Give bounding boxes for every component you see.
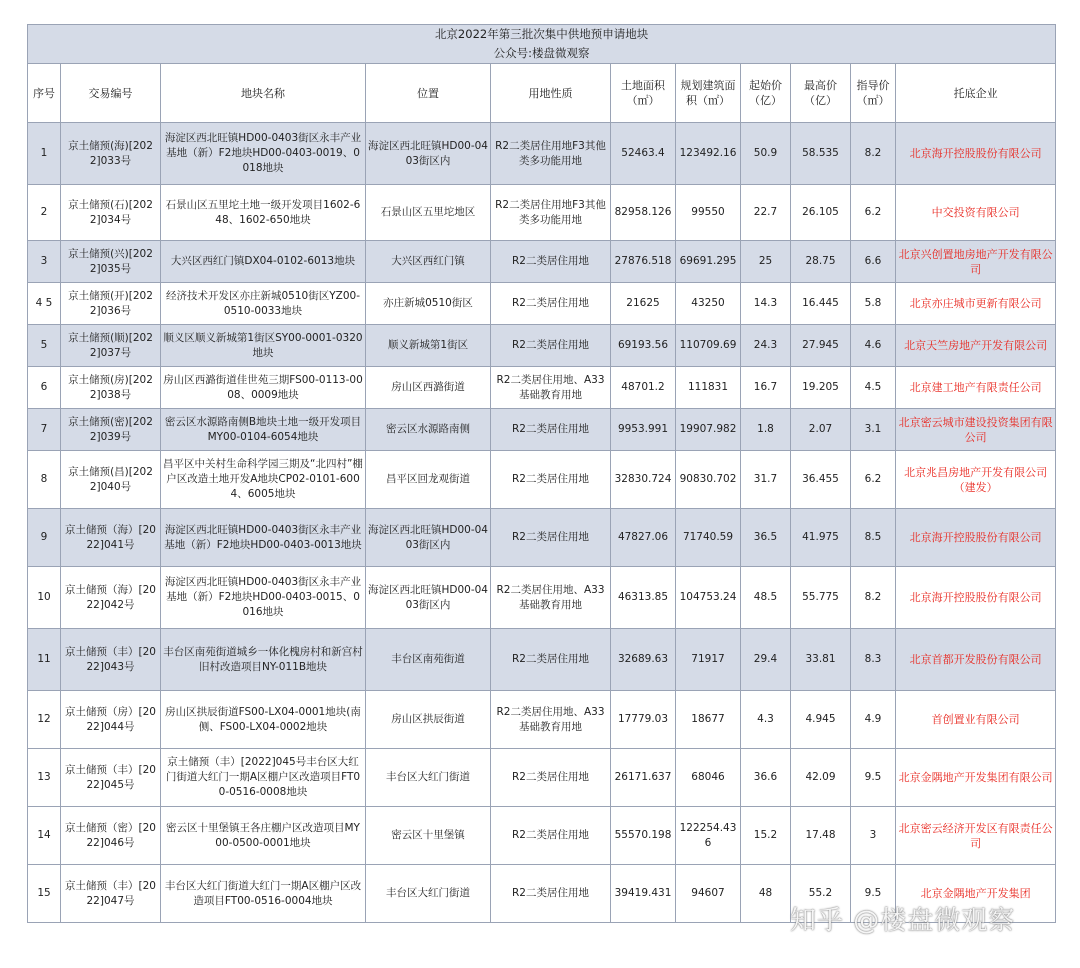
cell-code: 京土储预（海）[2022]041号 [61,509,161,567]
cell-company: 北京密云经济开发区有限责任公司 [896,807,1056,865]
cell-max: 16.445 [791,283,851,325]
cell-guide: 8.2 [851,123,896,185]
table-row [28,185,1056,241]
cell-code: 京土储预（丰）[2022]045号 [61,749,161,807]
cell-code: 京土储预(房)[2022]038号 [61,367,161,409]
cell-start: 16.7 [741,367,791,409]
cell-no: 7 [28,409,61,451]
cell-no: 15 [28,865,61,923]
cell-loc: 丰台区大红门街道 [366,865,491,923]
cell-max: 28.75 [791,241,851,283]
table-row [28,451,1056,509]
cell-start: 36.6 [741,749,791,807]
cell-use: R2二类居住用地 [491,749,611,807]
cell-start: 31.7 [741,451,791,509]
cell-loc: 海淀区西北旺镇HD00-0403街区内 [366,123,491,185]
header-build-area: 规划建筑面积（㎡） [676,64,741,123]
header-guide-price: 指导价（㎡） [851,64,896,123]
cell-build: 110709.69 [676,325,741,367]
cell-name: 石景山区五里坨土地一级开发项目1602-648、1602-650地块 [161,185,366,241]
cell-max: 55.2 [791,865,851,923]
cell-area: 17779.03 [611,691,676,749]
cell-start: 22.7 [741,185,791,241]
cell-build: 69691.295 [676,241,741,283]
cell-area: 32689.63 [611,629,676,691]
cell-company: 北京海开控股股份有限公司 [896,509,1056,567]
cell-no: 13 [28,749,61,807]
table-row [28,749,1056,807]
cell-guide: 6.2 [851,451,896,509]
cell-build: 90830.702 [676,451,741,509]
table-row [28,629,1056,691]
cell-max: 55.775 [791,567,851,629]
table-title: 北京2022年第三批次集中供地预申请地块 [28,25,1056,45]
cell-use: R2二类居住用地 [491,807,611,865]
cell-area: 26171.637 [611,749,676,807]
table-row [28,509,1056,567]
cell-loc: 亦庄新城0510街区 [366,283,491,325]
cell-build: 18677 [676,691,741,749]
cell-company: 北京金隅地产开发集团有限公司 [896,749,1056,807]
cell-no: 3 [28,241,61,283]
cell-name: 海淀区西北旺镇HD00-0403街区永丰产业基地（新）F2地块HD00-0403-0013地块 [161,509,366,567]
cell-company: 北京海开控股股份有限公司 [896,123,1056,185]
table-row [28,409,1056,451]
cell-loc: 昌平区回龙观街道 [366,451,491,509]
cell-max: 17.48 [791,807,851,865]
cell-no: 6 [28,367,61,409]
header-no: 序号 [28,64,61,123]
table-row [28,283,1056,325]
cell-use: R2二类居住用地 [491,451,611,509]
cell-code: 京土储预（房）[2022]044号 [61,691,161,749]
cell-loc: 密云区十里堡镇 [366,807,491,865]
cell-loc: 丰台区南苑街道 [366,629,491,691]
cell-loc: 房山区拱辰街道 [366,691,491,749]
table-body [28,123,1056,923]
cell-company: 北京密云城市建设投资集团有限公司 [896,409,1056,451]
cell-use: R2二类居住用地 [491,325,611,367]
cell-start: 25 [741,241,791,283]
cell-start: 15.2 [741,807,791,865]
cell-max: 4.945 [791,691,851,749]
cell-guide: 4.6 [851,325,896,367]
cell-area: 9953.991 [611,409,676,451]
cell-guide: 9.5 [851,865,896,923]
cell-loc: 石景山区五里坨地区 [366,185,491,241]
cell-name: 丰台区南苑街道城乡一体化槐房村和新宫村旧村改造项目NY-011B地块 [161,629,366,691]
header-company: 托底企业 [896,64,1056,123]
header-land-use: 用地性质 [491,64,611,123]
cell-name: 大兴区西红门镇DX04-0102-6013地块 [161,241,366,283]
cell-company: 北京亦庄城市更新有限公司 [896,283,1056,325]
cell-build: 123492.16 [676,123,741,185]
cell-area: 82958.126 [611,185,676,241]
cell-code: 京土储预(石)[2022]034号 [61,185,161,241]
cell-company: 首创置业有限公司 [896,691,1056,749]
cell-name: 密云区十里堡镇王各庄棚户区改造项目MY00-0500-0001地块 [161,807,366,865]
cell-name: 房山区拱辰街道FS00-LX04-0001地块(南侧、FS00-LX04-0002地块 [161,691,366,749]
cell-area: 55570.198 [611,807,676,865]
cell-start: 24.3 [741,325,791,367]
cell-no: 14 [28,807,61,865]
cell-area: 32830.724 [611,451,676,509]
cell-start: 29.4 [741,629,791,691]
cell-loc: 顺义新城第1街区 [366,325,491,367]
cell-start: 1.8 [741,409,791,451]
cell-code: 京土储预(昌)[2022]040号 [61,451,161,509]
cell-guide: 6.2 [851,185,896,241]
cell-build: 122254.436 [676,807,741,865]
cell-name: 昌平区中关村生命科学园三期及“北四村”棚户区改造土地开发A地块CP02-0101-6004、6005地块 [161,451,366,509]
cell-build: 43250 [676,283,741,325]
cell-no: 11 [28,629,61,691]
cell-code: 京土储预(海)[2022]033号 [61,123,161,185]
cell-guide: 3 [851,807,896,865]
cell-no: 9 [28,509,61,567]
cell-area: 39419.431 [611,865,676,923]
cell-start: 48 [741,865,791,923]
cell-use: R2二类居住用地 [491,409,611,451]
cell-no: 8 [28,451,61,509]
table-row [28,567,1056,629]
header-start-price: 起始价（亿） [741,64,791,123]
cell-guide: 6.6 [851,241,896,283]
cell-max: 26.105 [791,185,851,241]
cell-guide: 3.1 [851,409,896,451]
cell-build: 99550 [676,185,741,241]
cell-use: R2二类居住用地 [491,509,611,567]
cell-start: 50.9 [741,123,791,185]
cell-loc: 丰台区大红门街道 [366,749,491,807]
cell-no: 4 5 [28,283,61,325]
cell-no: 2 [28,185,61,241]
cell-area: 47827.06 [611,509,676,567]
cell-name: 丰台区大红门街道大红门一期A区棚户区改造项目FT00-0516-0004地块 [161,865,366,923]
cell-guide: 8.2 [851,567,896,629]
cell-code: 京土储预(密)[2022]039号 [61,409,161,451]
cell-max: 42.09 [791,749,851,807]
cell-no: 10 [28,567,61,629]
cell-name: 顺义区顺义新城第1街区SY00-0001-0320地块 [161,325,366,367]
cell-name: 海淀区西北旺镇HD00-0403街区永丰产业基地（新）F2地块HD00-0403-0019、0018地块 [161,123,366,185]
cell-area: 69193.56 [611,325,676,367]
table-row [28,241,1056,283]
cell-max: 27.945 [791,325,851,367]
cell-build: 19907.982 [676,409,741,451]
cell-start: 48.5 [741,567,791,629]
cell-code: 京土储预(兴)[2022]035号 [61,241,161,283]
header-row [28,64,1056,123]
cell-company: 北京首都开发股份有限公司 [896,629,1056,691]
cell-use: R2二类居住用地 [491,283,611,325]
cell-use: R2二类居住用地、A33基础教育用地 [491,367,611,409]
cell-start: 14.3 [741,283,791,325]
cell-loc: 海淀区西北旺镇HD00-0403街区内 [366,509,491,567]
cell-build: 94607 [676,865,741,923]
cell-area: 52463.4 [611,123,676,185]
cell-code: 京土储预（密）[2022]046号 [61,807,161,865]
table-row [28,691,1056,749]
table-row [28,123,1056,185]
land-parcel-table [27,24,1056,923]
table-subtitle: 公众号:楼盘微观察 [28,44,1056,64]
cell-max: 58.535 [791,123,851,185]
cell-use: R2二类居住用地 [491,629,611,691]
cell-max: 19.205 [791,367,851,409]
cell-guide: 4.5 [851,367,896,409]
cell-code: 京土储预（海）[2022]042号 [61,567,161,629]
cell-company: 中交投资有限公司 [896,185,1056,241]
cell-max: 36.455 [791,451,851,509]
cell-name: 经济技术开发区亦庄新城0510街区YZ00-0510-0033地块 [161,283,366,325]
cell-code: 京土储预（丰）[2022]043号 [61,629,161,691]
header-name: 地块名称 [161,64,366,123]
cell-company: 北京兴创置地房地产开发有限公司 [896,241,1056,283]
table-row [28,367,1056,409]
cell-guide: 4.9 [851,691,896,749]
header-max-price: 最高价（亿） [791,64,851,123]
cell-name: 京土储预（丰）[2022]045号丰台区大红门街道大红门一期A区棚户区改造项目FT00-0516-0008地块 [161,749,366,807]
cell-use: R2二类居住用地 [491,241,611,283]
cell-build: 71740.59 [676,509,741,567]
cell-use: R2二类居住用地、A33基础教育用地 [491,691,611,749]
cell-loc: 房山区西潞街道 [366,367,491,409]
cell-code: 京土储预(顺)[2022]037号 [61,325,161,367]
cell-code: 京土储预(开)[2022]036号 [61,283,161,325]
cell-start: 36.5 [741,509,791,567]
cell-area: 27876.518 [611,241,676,283]
cell-company: 北京金隅地产开发集团 [896,865,1056,923]
cell-start: 4.3 [741,691,791,749]
cell-use: R2二类居住用地F3其他类多功能用地 [491,185,611,241]
cell-loc: 密云区水源路南侧 [366,409,491,451]
cell-build: 111831 [676,367,741,409]
cell-company: 北京建工地产有限责任公司 [896,367,1056,409]
cell-loc: 海淀区西北旺镇HD00-0403街区内 [366,567,491,629]
cell-name: 房山区西潞街道佳世苑三期FS00-0113-0008、0009地块 [161,367,366,409]
header-location: 位置 [366,64,491,123]
cell-max: 33.81 [791,629,851,691]
cell-no: 1 [28,123,61,185]
cell-use: R2二类居住用地F3其他类多功能用地 [491,123,611,185]
cell-use: R2二类居住用地 [491,865,611,923]
cell-max: 41.975 [791,509,851,567]
cell-guide: 5.8 [851,283,896,325]
cell-area: 46313.85 [611,567,676,629]
cell-area: 48701.2 [611,367,676,409]
cell-name: 海淀区西北旺镇HD00-0403街区永丰产业基地（新）F2地块HD00-0403-0015、0016地块 [161,567,366,629]
cell-guide: 9.5 [851,749,896,807]
cell-loc: 大兴区西红门镇 [366,241,491,283]
header-land-area: 土地面积（㎡） [611,64,676,123]
cell-company: 北京兆昌房地产开发有限公司（建发） [896,451,1056,509]
cell-code: 京土储预（丰）[2022]047号 [61,865,161,923]
cell-guide: 8.3 [851,629,896,691]
cell-company: 北京海开控股股份有限公司 [896,567,1056,629]
cell-no: 12 [28,691,61,749]
table-row [28,807,1056,865]
cell-area: 21625 [611,283,676,325]
watermark: 知乎 @楼盘微观察 [790,906,1016,936]
cell-name: 密云区水源路南侧B地块土地一级开发项目MY00-0104-6054地块 [161,409,366,451]
cell-build: 71917 [676,629,741,691]
table-row [28,325,1056,367]
cell-no: 5 [28,325,61,367]
cell-build: 68046 [676,749,741,807]
cell-max: 2.07 [791,409,851,451]
cell-use: R2二类居住用地、A33基础教育用地 [491,567,611,629]
cell-guide: 8.5 [851,509,896,567]
cell-company: 北京天竺房地产开发有限公司 [896,325,1056,367]
cell-build: 104753.24 [676,567,741,629]
header-code: 交易编号 [61,64,161,123]
